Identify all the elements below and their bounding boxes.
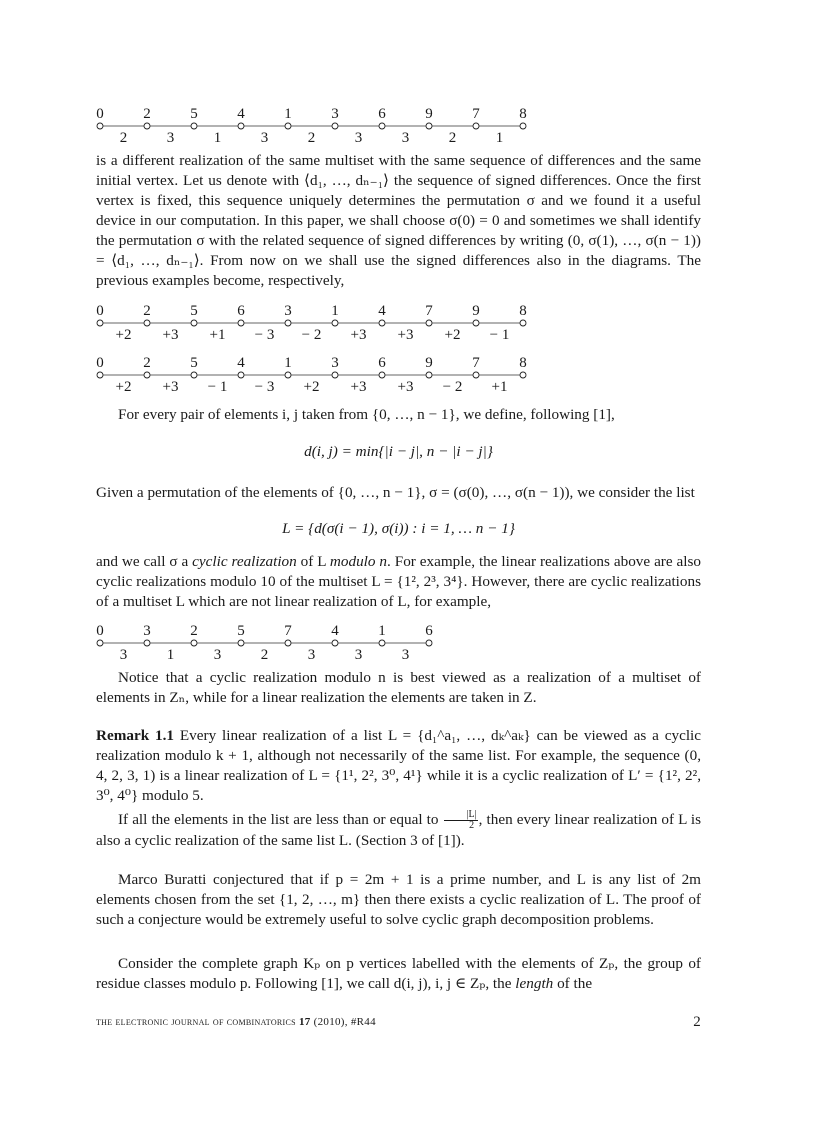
diagram-vertex bbox=[191, 123, 197, 129]
diagram-vertex bbox=[238, 372, 244, 378]
diagram-difference-label: 3 bbox=[354, 647, 363, 663]
diagram-vertex-label: 2 bbox=[143, 106, 151, 122]
diagram-difference-label: − 2 bbox=[442, 379, 463, 395]
diagram-difference-label: +2 bbox=[115, 379, 132, 395]
diagram-vertex bbox=[238, 320, 244, 326]
diagram-vertex-label: 9 bbox=[472, 303, 480, 319]
diagram-vertex-label: 6 bbox=[378, 106, 386, 122]
diagram-vertex-label: 7 bbox=[472, 106, 480, 122]
diagram-cyclic bbox=[96, 623, 433, 663]
diagram-vertex-label: 3 bbox=[331, 106, 339, 122]
diagram-difference-label: 2 bbox=[448, 130, 457, 146]
diagram-difference-label: +1 bbox=[491, 379, 508, 395]
diagram-difference-label: 2 bbox=[260, 647, 269, 663]
diagram-vertex bbox=[379, 320, 385, 326]
diagram-vertex bbox=[520, 372, 526, 378]
term-length: length bbox=[515, 975, 554, 992]
diagram-vertex-label: 8 bbox=[519, 106, 527, 122]
diagram-vertex bbox=[379, 372, 385, 378]
diagram-vertex bbox=[285, 320, 291, 326]
diagram-difference-label: 2 bbox=[119, 130, 128, 146]
diagram-vertex-label: 6 bbox=[237, 303, 245, 319]
diagram-difference-label: − 1 bbox=[489, 327, 510, 343]
diagram-vertex-label: 0 bbox=[96, 106, 104, 122]
diagram-vertex-label: 6 bbox=[425, 623, 433, 639]
diagram-vertex-label: 7 bbox=[284, 623, 292, 639]
diagram-vertex bbox=[285, 123, 291, 129]
cyclic-def-text-a: and we call σ a bbox=[96, 553, 193, 570]
diagram-vertex-label: 8 bbox=[519, 355, 527, 371]
diagram-vertex-label: 5 bbox=[190, 303, 198, 319]
diagram-signed-2 bbox=[96, 355, 527, 395]
diagram-difference-label: 3 bbox=[307, 647, 316, 663]
diagram-vertex-label: 4 bbox=[378, 303, 386, 319]
equation-distance-text: d(i, j) = min{|i − j|, n − |i − j|} bbox=[304, 443, 493, 460]
footer-journal: the electronic journal of combinatorics bbox=[96, 1016, 296, 1028]
footer-year-issue: (2010), #R44 bbox=[313, 1016, 376, 1028]
diagram-vertex bbox=[191, 372, 197, 378]
remark-1-1 bbox=[96, 726, 701, 806]
equation-list bbox=[96, 519, 701, 539]
diagram-difference-label: 3 bbox=[354, 130, 363, 146]
diagram-vertex-label: 1 bbox=[284, 106, 292, 122]
diagram-vertex-label: 0 bbox=[96, 623, 104, 639]
diagram-difference-label: 2 bbox=[307, 130, 316, 146]
diagram-difference-label: +3 bbox=[162, 327, 179, 343]
diagram-vertex bbox=[332, 640, 338, 646]
diagram-vertex bbox=[238, 123, 244, 129]
half-text-a: If all the elements in the list are less than or equal to bbox=[118, 811, 443, 828]
diagram-vertex bbox=[285, 640, 291, 646]
graph-text-a: Consider the complete graph Kₚ on p vertices labelled with the elements of Zₚ, the group of residue classes modulo p. Following [1], we call d(i, j), i, j ∈ Zₚ, the bbox=[96, 955, 701, 992]
diagram-vertex bbox=[426, 372, 432, 378]
paragraph-distance-intro: For every pair of elements i, j taken from {0, …, n − 1}, we define, following [1], bbox=[118, 406, 615, 423]
fraction-denominator: 2 bbox=[469, 820, 475, 832]
paragraph-cyclic-definition bbox=[96, 552, 701, 612]
diagram-vertex bbox=[332, 372, 338, 378]
diagram-vertex bbox=[191, 320, 197, 326]
diagram-vertex-label: 2 bbox=[190, 623, 198, 639]
diagram-vertex bbox=[332, 320, 338, 326]
diagram-vertex-label: 3 bbox=[284, 303, 292, 319]
diagram-vertex bbox=[191, 640, 197, 646]
diagram-difference-label: +1 bbox=[209, 327, 226, 343]
diagram-vertex-label: 9 bbox=[425, 355, 433, 371]
term-modulo-n: modulo n bbox=[329, 553, 388, 570]
cyclic-def-text-b: of L bbox=[296, 553, 330, 570]
diagram-vertex bbox=[97, 320, 103, 326]
diagram-difference-label: − 3 bbox=[254, 379, 275, 395]
diagram-difference-label: +2 bbox=[303, 379, 320, 395]
diagram-vertex bbox=[426, 320, 432, 326]
diagram-vertex bbox=[144, 372, 150, 378]
remark-text: Every linear realization of a list L = {d₁^a₁, …, dₖ^aₖ} can be viewed as a cyclic realization modulo k + 1, although not necessarily of the same list. For example, the sequence (0, 4, 2, 3, 1) is a linear realization of L = {1¹, 2², 3⁰, 4¹} while it is a cyclic realization of L′ = {1², 2², 3⁰, 4⁰} modulo 5. bbox=[96, 727, 701, 804]
diagram-difference-label: 1 bbox=[166, 647, 175, 663]
diagram-vertex-label: 5 bbox=[190, 355, 198, 371]
diagram-vertex-label: 8 bbox=[519, 303, 527, 319]
half-text-b: , then every linear realization of L is also a cyclic realization of the same list L. (Section 3 of [1]). bbox=[96, 811, 702, 850]
diagram-vertex bbox=[473, 123, 479, 129]
diagram-vertex-label: 5 bbox=[190, 106, 198, 122]
diagram-vertex-label: 0 bbox=[96, 303, 104, 319]
footer-volume: 17 bbox=[298, 1016, 311, 1028]
equation-distance bbox=[96, 442, 701, 462]
diagram-vertex bbox=[520, 320, 526, 326]
page-footer bbox=[96, 1016, 701, 1028]
diagram-difference-label: +2 bbox=[444, 327, 461, 343]
diagram-vertex bbox=[144, 320, 150, 326]
cyclic-def-text-c: . For example, the linear realizations above are also cyclic realizations modulo 10 of the multiset L = {1², 2³, 3⁴}. However, there are cyclic realizations of a multiset L which are not linear realization of L, for example, bbox=[96, 553, 702, 610]
diagram-vertex-label: 1 bbox=[378, 623, 386, 639]
diagram-vertex-label: 1 bbox=[284, 355, 292, 371]
diagram-difference-label: 3 bbox=[166, 130, 175, 146]
diagram-vertex-label: 0 bbox=[96, 355, 104, 371]
diagram-vertex bbox=[426, 640, 432, 646]
diagram-vertex-label: 7 bbox=[472, 355, 480, 371]
diagram-vertex bbox=[144, 123, 150, 129]
diagram-vertex-label: 4 bbox=[237, 355, 245, 371]
diagram-vertex bbox=[332, 123, 338, 129]
diagram-vertex-label: 3 bbox=[143, 623, 151, 639]
diagram-vertex bbox=[238, 640, 244, 646]
diagram-vertex-label: 2 bbox=[143, 303, 151, 319]
diagram-difference-label: 1 bbox=[495, 130, 504, 146]
diagram-vertex-label: 2 bbox=[143, 355, 151, 371]
paragraph-permutation: Given a permutation of the elements of {0, …, n − 1}, σ = (σ(0), …, σ(n − 1)), we consider the list bbox=[96, 484, 695, 501]
diagram-vertex bbox=[379, 123, 385, 129]
diagram-vertex-label: 6 bbox=[378, 355, 386, 371]
diagram-vertex-label: 3 bbox=[331, 355, 339, 371]
diagram-vertex-label: 4 bbox=[237, 106, 245, 122]
term-cyclic-realization: cyclic realization bbox=[192, 553, 297, 570]
diagram-difference-label: 3 bbox=[260, 130, 269, 146]
diagram-linear-1 bbox=[96, 106, 527, 146]
diagram-vertex-label: 5 bbox=[237, 623, 245, 639]
diagram-vertex-label: 4 bbox=[331, 623, 339, 639]
paragraph-notice: Notice that a cyclic realization modulo n is best viewed as a realization of a multiset of elements in Zₙ, while for a linear realization the elements are taken in Z. bbox=[96, 669, 701, 706]
fraction-L-over-2 bbox=[444, 810, 478, 831]
diagram-vertex bbox=[97, 123, 103, 129]
footer-page-number: 2 bbox=[693, 1014, 701, 1030]
diagram-vertex-label: 9 bbox=[425, 106, 433, 122]
paragraph-less-than-half bbox=[96, 810, 701, 851]
diagram-difference-label: − 2 bbox=[301, 327, 322, 343]
diagram-vertex bbox=[97, 372, 103, 378]
diagram-difference-label: 3 bbox=[401, 130, 410, 146]
diagram-vertex bbox=[426, 123, 432, 129]
diagram-vertex bbox=[97, 640, 103, 646]
graph-text-b: of the bbox=[553, 975, 593, 992]
diagram-difference-label: 1 bbox=[213, 130, 222, 146]
diagram-difference-label: +2 bbox=[115, 327, 132, 343]
diagram-vertex-label: 7 bbox=[425, 303, 433, 319]
diagram-difference-label: +3 bbox=[350, 327, 367, 343]
diagram-difference-label: 3 bbox=[213, 647, 222, 663]
diagram-difference-label: +3 bbox=[350, 379, 367, 395]
paragraph-complete-graph bbox=[96, 954, 701, 994]
diagram-difference-label: +3 bbox=[162, 379, 179, 395]
diagram-vertex bbox=[473, 372, 479, 378]
paragraph-buratti-conjecture: Marco Buratti conjectured that if p = 2m + 1 is a prime number, and L is any list of 2m elements chosen from the set {1, 2, …, m} then there exists a cyclic realization of L. The proof of such a conjecture would be extremely useful to solve cyclic graph decomposition problems. bbox=[96, 871, 701, 928]
diagram-signed-1 bbox=[96, 303, 527, 343]
diagram-vertex bbox=[520, 123, 526, 129]
paragraph-signed-differences: is a different realization of the same multiset with the same sequence of differences and the same initial vertex. Let us denote with ⟨d₁, …, dₙ₋₁⟩ the sequence of signed differences. Once the first vertex is fixed, this sequence uniquely determines the permutation σ and we found it a useful device in our computation. In this paper, we shall choose σ(0) = 0 and sometimes we shall identify the permutation σ with the related sequence of signed differences by writing (0, σ(1), …, σ(n − 1)) = ⟨d₁, …, dₙ₋₁⟩. From now on we shall use the signed differences also in the diagrams. The previous examples become, respectively, bbox=[96, 152, 701, 289]
diagram-vertex bbox=[285, 372, 291, 378]
fraction-numerator: |L| bbox=[444, 810, 478, 821]
diagram-difference-label: − 3 bbox=[254, 327, 275, 343]
diagram-difference-label: 3 bbox=[119, 647, 128, 663]
equation-list-text: L = {d(σ(i − 1), σ(i)) : i = 1, … n − 1} bbox=[282, 520, 515, 537]
diagram-difference-label: +3 bbox=[397, 327, 414, 343]
diagram-vertex bbox=[144, 640, 150, 646]
diagram-vertex-label: 1 bbox=[331, 303, 339, 319]
diagram-difference-label: 3 bbox=[401, 647, 410, 663]
remark-label: Remark 1.1 bbox=[96, 727, 175, 744]
diagram-difference-label: − 1 bbox=[207, 379, 228, 395]
diagram-vertex bbox=[473, 320, 479, 326]
diagram-difference-label: +3 bbox=[397, 379, 414, 395]
diagram-vertex bbox=[379, 640, 385, 646]
